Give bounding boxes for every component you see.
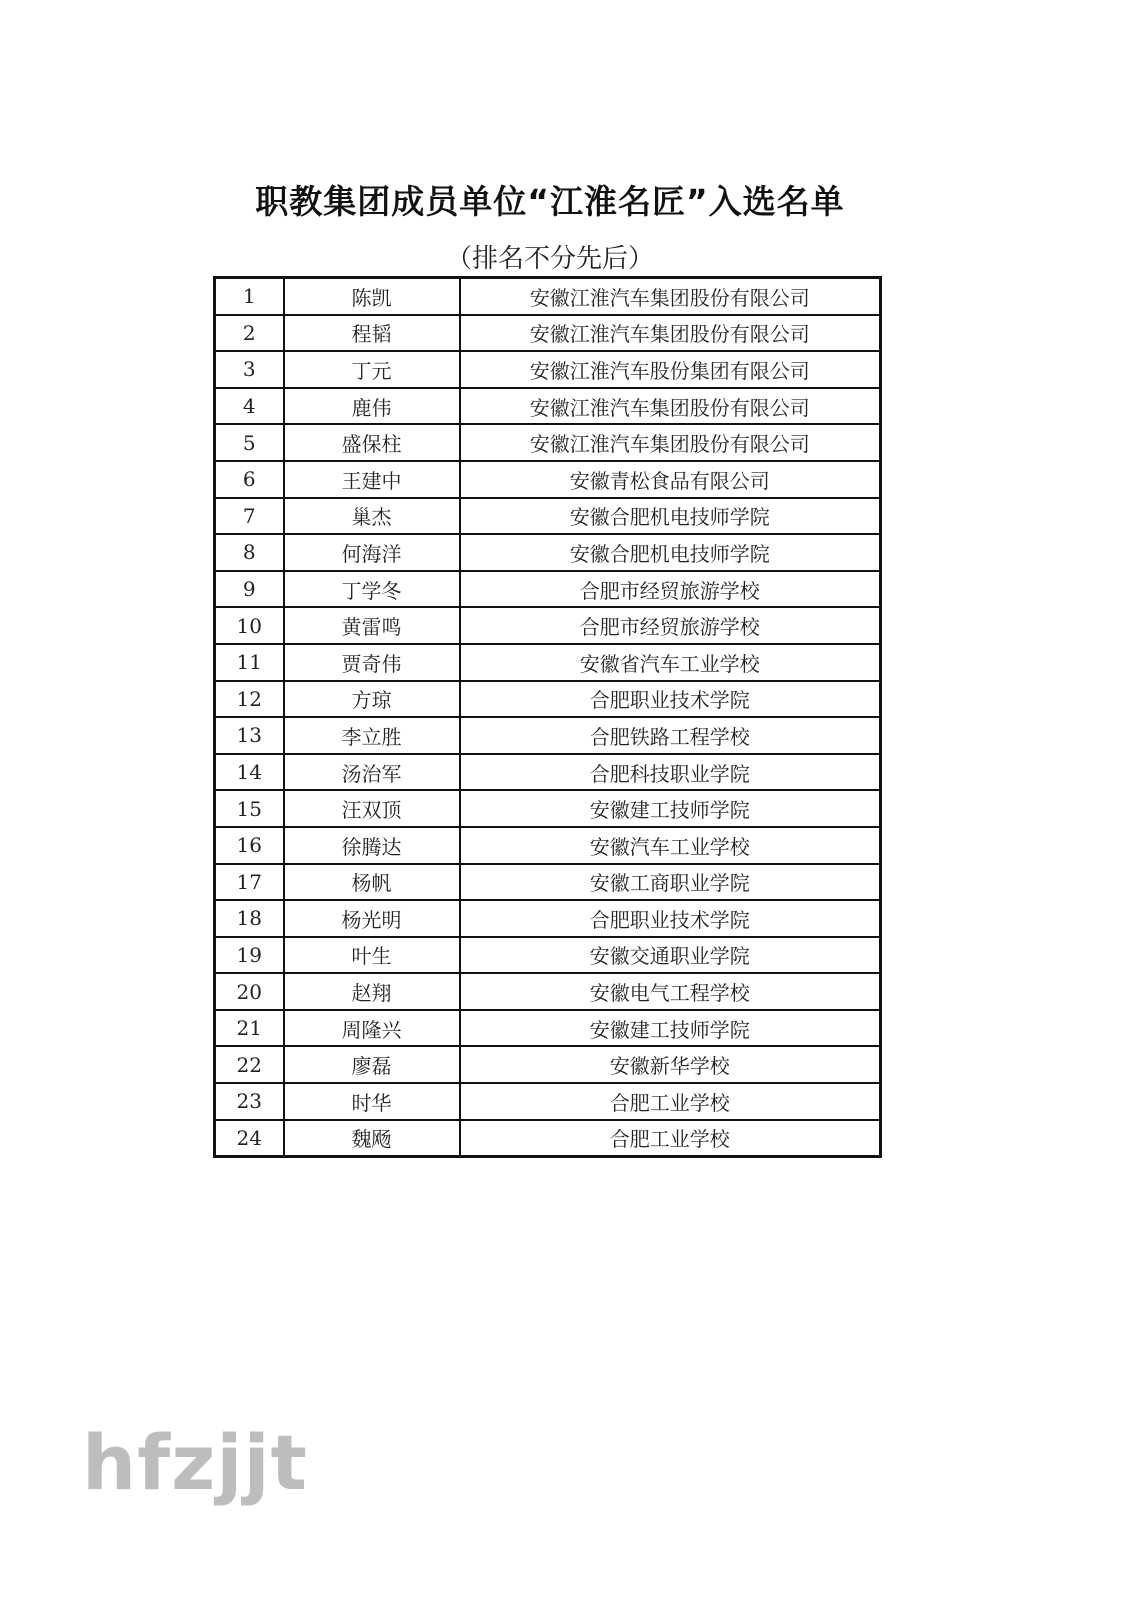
row-number: 8 — [215, 534, 284, 571]
table-row — [215, 498, 881, 535]
row-number: 2 — [215, 315, 284, 352]
person-name: 汪双顶 — [284, 790, 460, 827]
organization: 安徽省汽车工业学校 — [460, 644, 881, 681]
table-row — [215, 351, 881, 388]
organization: 安徽电气工程学校 — [460, 973, 881, 1010]
table-row — [215, 388, 881, 425]
row-number: 4 — [215, 388, 284, 425]
organization: 安徽江淮汽车集团股份有限公司 — [460, 388, 881, 425]
row-number: 11 — [215, 644, 284, 681]
row-number: 12 — [215, 681, 284, 718]
table-row — [215, 607, 881, 644]
person-name: 汤治军 — [284, 754, 460, 791]
row-number: 16 — [215, 827, 284, 864]
organization: 合肥职业技术学院 — [460, 900, 881, 937]
person-name: 廖磊 — [284, 1046, 460, 1083]
watermark-logo: hfzjjt — [82, 1418, 308, 1507]
row-number: 3 — [215, 351, 284, 388]
table-row — [215, 864, 881, 901]
organization: 合肥市经贸旅游学校 — [460, 571, 881, 608]
row-number: 23 — [215, 1083, 284, 1120]
row-number: 18 — [215, 900, 284, 937]
table-row — [215, 315, 881, 352]
table-row — [215, 973, 881, 1010]
row-number: 7 — [215, 498, 284, 535]
person-name: 王建中 — [284, 461, 460, 498]
table-row — [215, 644, 881, 681]
table-row — [215, 1046, 881, 1083]
row-number: 6 — [215, 461, 284, 498]
organization: 合肥科技职业学院 — [460, 754, 881, 791]
organization: 合肥工业学校 — [460, 1083, 881, 1120]
person-name: 赵翔 — [284, 973, 460, 1010]
row-number: 22 — [215, 1046, 284, 1083]
table-row — [215, 900, 881, 937]
person-name: 丁元 — [284, 351, 460, 388]
table-row — [215, 827, 881, 864]
table-row — [215, 571, 881, 608]
table-row — [215, 424, 881, 461]
table-row — [215, 1083, 881, 1120]
table-row — [215, 534, 881, 571]
person-name: 魏飏 — [284, 1120, 460, 1157]
person-name: 鹿伟 — [284, 388, 460, 425]
organization: 合肥职业技术学院 — [460, 681, 881, 718]
person-name: 方琼 — [284, 681, 460, 718]
person-name: 何海洋 — [284, 534, 460, 571]
row-number: 10 — [215, 607, 284, 644]
person-name: 杨帆 — [284, 864, 460, 901]
page-subtitle: （排名不分先后） — [445, 244, 654, 274]
person-name: 黄雷鸣 — [284, 607, 460, 644]
organization: 安徽江淮汽车股份集团有限公司 — [460, 351, 881, 388]
organization: 安徽青松食品有限公司 — [460, 461, 881, 498]
row-number: 13 — [215, 717, 284, 754]
row-number: 14 — [215, 754, 284, 791]
table-row — [215, 937, 881, 974]
person-name: 徐腾达 — [284, 827, 460, 864]
organization: 安徽江淮汽车集团股份有限公司 — [460, 315, 881, 352]
organization: 合肥铁路工程学校 — [460, 717, 881, 754]
organization: 安徽江淮汽车集团股份有限公司 — [460, 424, 881, 461]
person-name: 李立胜 — [284, 717, 460, 754]
person-name: 时华 — [284, 1083, 460, 1120]
table-row — [215, 1120, 881, 1157]
organization: 安徽建工技师学院 — [460, 790, 881, 827]
row-number: 5 — [215, 424, 284, 461]
person-name: 陈凯 — [284, 278, 460, 315]
organization: 安徽合肥机电技师学院 — [460, 534, 881, 571]
row-number: 17 — [215, 864, 284, 901]
person-name: 周隆兴 — [284, 1010, 460, 1047]
organization: 安徽建工技师学院 — [460, 1010, 881, 1047]
person-name: 杨光明 — [284, 900, 460, 937]
person-name: 程韬 — [284, 315, 460, 352]
row-number: 15 — [215, 790, 284, 827]
table-row — [215, 461, 881, 498]
person-name: 叶生 — [284, 937, 460, 974]
person-name: 丁学冬 — [284, 571, 460, 608]
table-row — [215, 681, 881, 718]
person-name: 贾奇伟 — [284, 644, 460, 681]
table-row — [215, 717, 881, 754]
row-number: 20 — [215, 973, 284, 1010]
row-number: 1 — [215, 278, 284, 315]
person-name: 盛保柱 — [284, 424, 460, 461]
table-row — [215, 754, 881, 791]
roster-table — [213, 276, 882, 1158]
table-row — [215, 278, 881, 315]
person-name: 巢杰 — [284, 498, 460, 535]
table-row — [215, 790, 881, 827]
roster-body — [215, 278, 881, 1157]
row-number: 9 — [215, 571, 284, 608]
table-row — [215, 1010, 881, 1047]
organization: 安徽新华学校 — [460, 1046, 881, 1083]
organization: 合肥工业学校 — [460, 1120, 881, 1157]
organization: 安徽汽车工业学校 — [460, 827, 881, 864]
organization: 安徽江淮汽车集团股份有限公司 — [460, 278, 881, 315]
organization: 安徽工商职业学院 — [460, 864, 881, 901]
page-title: 职教集团成员单位“江淮名匠”入选名单 — [255, 182, 845, 221]
organization: 安徽交通职业学院 — [460, 937, 881, 974]
organization: 安徽合肥机电技师学院 — [460, 498, 881, 535]
row-number: 19 — [215, 937, 284, 974]
organization: 合肥市经贸旅游学校 — [460, 607, 881, 644]
row-number: 24 — [215, 1120, 284, 1157]
row-number: 21 — [215, 1010, 284, 1047]
